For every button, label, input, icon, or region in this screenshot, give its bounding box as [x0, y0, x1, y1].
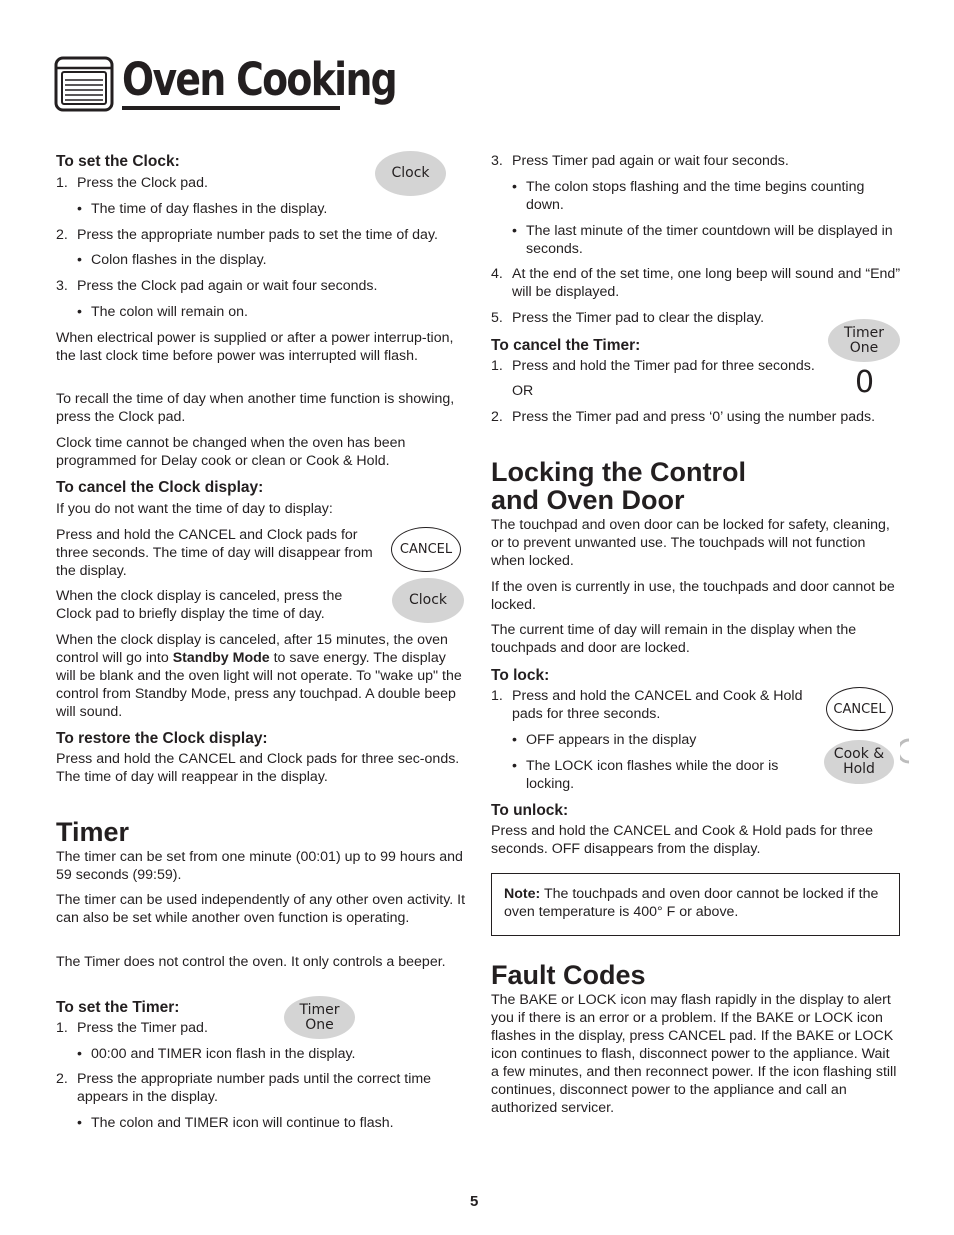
list-item: • The time of day flashes in the display. — [77, 201, 328, 217]
timer-one-pad — [284, 996, 355, 1039]
list-item: • Colon flashes in the display. — [77, 252, 267, 268]
list-item: 1. Press and hold the Timer pad for three seconds. — [491, 358, 815, 374]
paragraph: If you do not want the time of day to display: — [56, 501, 333, 517]
list-item: 2. Press the appropriate number pads to set the time of day. — [56, 227, 438, 243]
paragraph: The timer can be used independently of any other oven activity. It can also be set while another oven function is operating. — [56, 892, 466, 926]
cancel-clock-heading: To cancel the Clock display: — [56, 479, 264, 496]
locking-heading-line1: Locking the Control — [491, 457, 746, 487]
note-box — [491, 873, 900, 936]
page-number: 5 — [470, 1193, 479, 1210]
list-item: • The colon and TIMER icon will continue to flash. — [77, 1115, 394, 1131]
timer-one-pad — [828, 319, 900, 362]
title-underline — [122, 106, 340, 110]
paragraph: To recall the time of day when another time function is showing, press the Clock pad. — [56, 391, 455, 425]
paragraph: The BAKE or LOCK icon may flash rapidly in the display to alert you if there is an error or a problem. If the BAKE or LOCK icon flashes in the display, press CANCEL pad. If the BAKE or LOCK icon continues to flash, disconnect power to the appliance. Wait a few minutes, and then reconnect power. If the icon flashing still continues, disconnect power to the appliance and call an authorized servicer. — [491, 992, 897, 1116]
zero-pad: 0 — [855, 365, 875, 400]
paragraph: The timer can be set from one minute (00:01) up to 99 hours and 59 seconds (99:59). — [56, 849, 463, 883]
pad-label: One — [305, 1016, 334, 1033]
list-item: 4. At the end of the set time, one long beep will sound and “End” will be displayed. — [491, 266, 901, 300]
restore-clock-heading: To restore the Clock display: — [56, 730, 268, 747]
list-item: • The colon will remain on. — [77, 304, 248, 320]
paragraph: The Timer does not control the oven. It only controls a beeper. — [56, 954, 446, 970]
list-item: 1. Press and hold the CANCEL and Cook & Hold pads for three seconds. — [491, 688, 803, 722]
paragraph: Press and hold the CANCEL and Cook & Hold pads for three seconds. OFF disappears from the display. — [491, 823, 873, 857]
set-clock-heading: To set the Clock: — [56, 153, 180, 170]
oven-icon — [54, 56, 114, 112]
pad-label: Timer — [299, 1001, 340, 1018]
list-item: 3. Press Timer pad again or wait four seconds. — [491, 153, 789, 169]
list-item: • The LOCK icon flashes while the door is locking. — [512, 758, 779, 792]
pad-label: One — [849, 339, 879, 356]
unlock-heading: To unlock: — [491, 802, 569, 819]
fault-codes-heading: Fault Codes — [491, 960, 646, 990]
or-text: OR — [512, 383, 534, 399]
pad-label: Timer — [843, 324, 885, 341]
pad-label: Hold — [843, 761, 875, 777]
note-text: Note: The touchpads and oven door cannot be locked if the oven temperature is 400° F or above. — [504, 886, 879, 920]
cancel-pad: CANCEL — [826, 687, 893, 731]
cancel-timer-heading: To cancel the Timer: — [491, 337, 641, 354]
paragraph: When the clock display is canceled, press the Clock pad to briefly display the time of day. — [56, 588, 343, 622]
list-item: 1. Press the Timer pad. — [56, 1020, 208, 1036]
list-item: • The colon stops flashing and the time begins counting down. — [512, 179, 865, 213]
cancel-pad: CANCEL — [391, 527, 461, 572]
paragraph: Clock time cannot be changed when the oven has been programmed for Delay cook or clean or Cook & Hold. — [56, 435, 406, 469]
paragraph: The touchpad and oven door can be locked for safety, cleaning, or to prevent unwanted use. The touchpads will not function when locked. — [491, 517, 890, 569]
partial-pad-edge-icon — [900, 738, 910, 764]
list-item: • OFF appears in the display — [512, 732, 697, 748]
paragraph: When electrical power is supplied or after a power interrup-tion, the last clock time before power was interrupted will flash. — [56, 330, 454, 364]
list-item: • 00:00 and TIMER icon flash in the display. — [77, 1046, 356, 1062]
clock-pad: Clock — [375, 151, 446, 196]
list-item: • The last minute of the timer countdown will be displayed in seconds. — [512, 223, 893, 257]
list-item: 1. Press the Clock pad. — [56, 175, 208, 191]
clock-pad: Clock — [392, 578, 464, 623]
set-timer-heading: To set the Timer: — [56, 999, 180, 1016]
list-item: 2. Press the appropriate number pads until the correct time appears in the display. — [56, 1071, 432, 1105]
paragraph: If the oven is currently in use, the touchpads and door cannot be locked. — [491, 579, 895, 613]
paragraph: Press and hold the CANCEL and Clock pads for three sec-onds. The time of day will reappear in the display. — [56, 751, 460, 785]
timer-heading: Timer — [56, 817, 130, 847]
pad-label: Cook & — [833, 746, 885, 762]
list-item: 2. Press the Timer pad and press ‘0’ using the number pads. — [491, 409, 876, 425]
paragraph: Press and hold the CANCEL and Clock pads for three seconds. The time of day will disappear from the display. — [56, 527, 373, 579]
page-title: Oven Cooking — [122, 53, 397, 106]
locking-heading-line2: and Oven Door — [491, 485, 685, 515]
list-item: 5. Press the Timer pad to clear the display. — [491, 310, 765, 326]
standby-paragraph: When the clock display is canceled, after 15 minutes, the oven control will go into Standby Mode to save energy. The display will be blank and the oven light will not operate. To "wake up" the control from Standby Mode, press any touchpad. A double beep will sound. — [56, 632, 462, 720]
cook-hold-pad — [824, 740, 894, 784]
lock-heading: To lock: — [491, 667, 550, 684]
list-item: 3. Press the Clock pad again or wait four seconds. — [56, 278, 378, 294]
paragraph: The current time of day will remain in the display when the touchpads and door are locked. — [491, 622, 857, 656]
